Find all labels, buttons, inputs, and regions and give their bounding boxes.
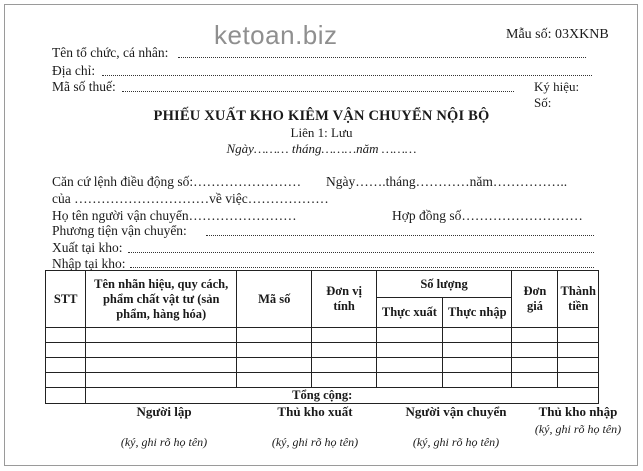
table-row [46,358,599,373]
signature-in-keeper-note: (ký, ghi rõ họ tên) [534,422,622,436]
col-stt: STT [46,271,86,328]
col-unit: Đơn vị tính [312,271,376,328]
col-actual-out: Thực xuất [376,298,442,328]
col-actual-in: Thực nhập [443,298,512,328]
signature-out-keeper-note: (ký, ghi rõ họ tên) [271,435,359,449]
col-price: Đơn giá [512,271,558,328]
symbol-label: Ký hiệu: [534,79,580,94]
document-title: PHIẾU XUẤT KHO KIÊM VẬN CHUYỂN NỘI BỘ [153,108,490,124]
signature-out-keeper: Thủ kho xuất [277,404,353,419]
total-label: Tổng cộng: [86,388,599,404]
org-label: Tên tổ chức, cá nhân: [52,45,169,60]
tax-dots [122,91,514,92]
col-name: Tên nhãn hiệu, quy cách, phẩm chất vật tư (sản phẩm, hàng hóa) [86,271,237,328]
signature-transporter: Người vận chuyển [405,404,507,419]
col-amount: Thành tiền [558,271,599,328]
order-date: Ngày…….tháng…………năm…………….. [326,174,568,189]
from-dots [128,252,594,253]
total-row [46,388,599,404]
table-row [46,328,599,343]
signature-creator-note: (ký, ghi rõ họ tên) [120,435,208,449]
of-label: của …………………………về việc……………… [52,191,329,206]
to-label: Nhập tại kho: [52,256,126,271]
tax-label: Mã số thuế: [52,79,116,94]
address-dots [102,75,592,76]
number-label: Số: [534,95,552,110]
signature-in-keeper: Thủ kho nhập [538,404,618,419]
from-label: Xuất tại kho: [52,240,123,255]
copy-label: Liên 1: Lưu [290,125,353,140]
to-dots [130,267,594,268]
signature-transporter-note: (ký, ghi rõ họ tên) [412,435,500,449]
table-row [46,343,599,358]
date-line: Ngày……… tháng………năm ……… [226,141,417,156]
goods-table [45,270,599,404]
org-dots [178,57,586,58]
transporter-label: Họ tên người vận chuyển…………………… [52,208,297,223]
col-quantity: Số lượng [376,271,512,298]
table-row [46,373,599,388]
contract-label: Hợp đồng số……………………… [392,208,583,223]
signature-creator: Người lập [136,404,192,419]
vehicle-label: Phương tiện vận chuyển: [52,223,187,238]
order-label: Căn cứ lệnh điều động số:…………………… [52,174,302,189]
vehicle-dots [206,235,594,236]
address-label: Địa chỉ: [52,63,96,78]
form-code: Mẫu số: 03XKNB [506,27,609,42]
col-code: Mã số [237,271,312,328]
watermark: ketoan.biz [214,20,338,50]
